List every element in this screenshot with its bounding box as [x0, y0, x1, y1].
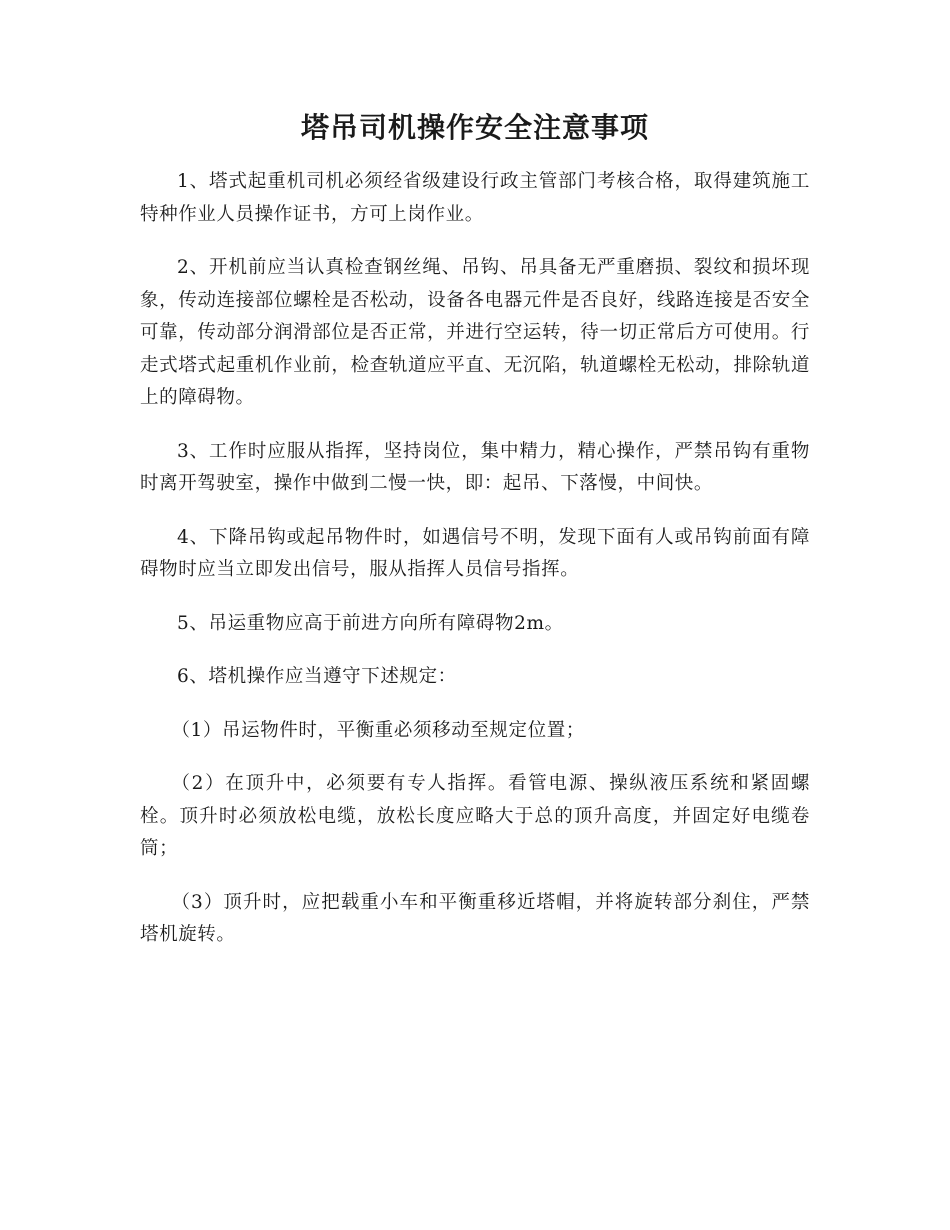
paragraph-5: 5、吊运重物应高于前进方向所有障碍物2m。 [177, 612, 564, 634]
sub-item-2: （2）在顶升中，必须要有专人指挥。看管电源、操纵液压系统和紧固螺栓。顶升时必须放松电缆，放松长度应略大于总的顶升高度，并固定好电缆卷筒； [140, 773, 810, 859]
paragraph-3: 3、工作时应服从指挥，坚持岗位，集中精力，精心操作，严禁吊钩有重物时离开驾驶室，操作中做到二慢一快，即：起吊、下落慢，中间快。 [140, 440, 810, 494]
sub-item-1: （1）吊运物件时，平衡重必须移动至规定位置； [171, 719, 585, 741]
paragraph-6: 6、塔机操作应当遵守下述规定： [177, 666, 457, 687]
paragraph-2: 2、开机前应当认真检查钢丝绳、吊钩、吊具备无严重磨损、裂纹和损坏现象，传动连接部位螺栓是否松动，设备各电器元件是否良好，线路连接是否安全可靠，传动部分润滑部位是否正常，并进行空运转，待一切正常后方可使用。行走式塔式起重机作业前，检查轨道应平直、无沉陷，轨道螺栓无松动，排除轨道上的障碍物。 [140, 257, 810, 408]
document-title: 塔吊司机操作安全注意事项 [300, 111, 649, 144]
paragraph-1: 1、塔式起重机司机必须经省级建设行政主管部门考核合格，取得建筑施工特种作业人员操作证书，方可上岗作业。 [140, 171, 810, 225]
document-body [140, 166, 810, 973]
paragraph-4: 4、下降吊钩或起吊物件时，如遇信号不明，发现下面有人或吊钩前面有障碍物时应当立即发出信号，服从指挥人员信号指挥。 [140, 526, 810, 580]
sub-item-3: （3）顶升时，应把载重小车和平衡重移近塔帽，并将旋转部分刹住，严禁塔机旋转。 [140, 891, 810, 945]
